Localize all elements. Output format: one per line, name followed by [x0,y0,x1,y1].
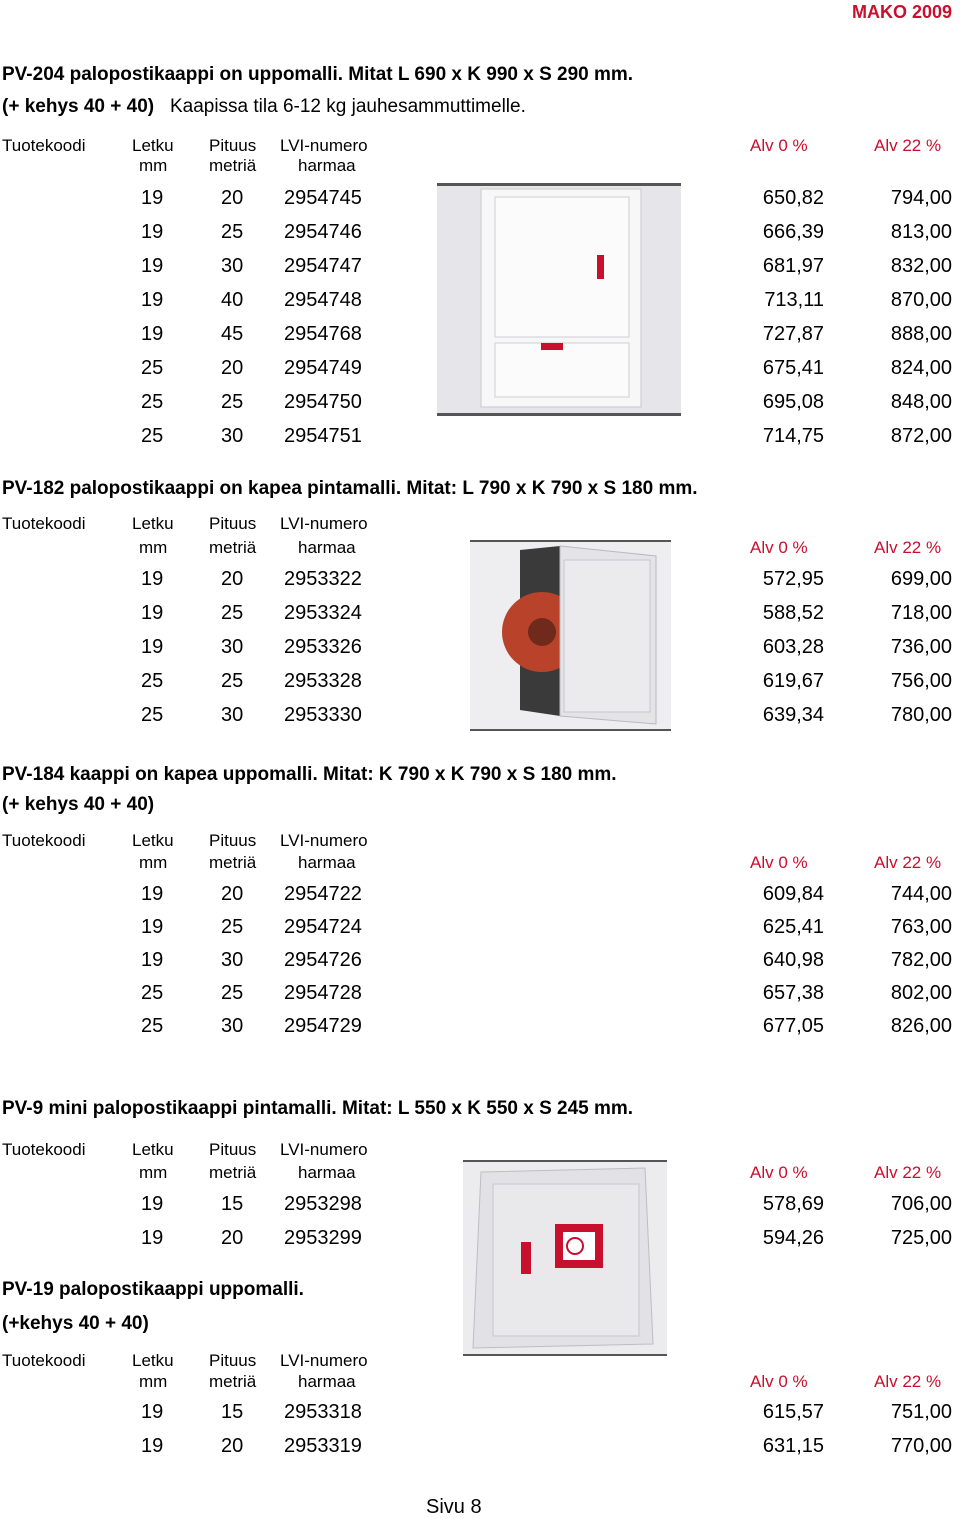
pituus-cell: 25 [221,391,244,413]
header-pituus: Pituus [209,1351,257,1370]
lvi-cell: 2954728 [284,982,362,1004]
alv0-cell: 603,28 [762,636,824,658]
pituus-cell: 20 [221,187,244,209]
alv22-cell: 770,00 [890,1435,952,1457]
header-harmaa: harmaa [298,853,356,872]
header-tuotekoodi: Tuotekoodi [2,136,86,155]
letku-cell: 19 [141,221,164,243]
pituus-cell: 30 [221,255,244,277]
letku-cell: 25 [141,982,164,1004]
alv0-cell: 650,82 [762,187,824,209]
alv22-cell: 832,00 [890,255,952,277]
alv22-cell: 744,00 [890,883,952,905]
header-mm: mm [139,853,168,872]
header-pituus: Pituus [209,136,257,155]
letku-cell: 19 [141,1435,164,1457]
alv0-cell: 657,38 [762,982,824,1004]
pituus-cell: 30 [221,949,244,971]
alv0-cell: 677,05 [762,1015,824,1037]
section-title-pv184: PV-184 kaappi on kapea uppomalli. Mitat: K 790 x K 790 x S 180 mm. [2,764,617,785]
alv22-cell: 699,00 [890,568,952,590]
header-lvi: LVI-numero [280,831,368,850]
header-alv0: Alv 0 % [750,1163,808,1182]
pituus-cell: 25 [221,916,244,938]
pituus-cell: 40 [221,289,244,311]
letku-cell: 19 [141,949,164,971]
section-title-pv182: PV-182 palopostikaappi on kapea pintamalli. Mitat: L 790 x K 790 x S 180 mm. [2,478,698,499]
pituus-cell: 30 [221,704,244,726]
lvi-cell: 2954750 [284,391,362,413]
alv0-cell: 609,84 [762,883,824,905]
letku-cell: 19 [141,1401,164,1423]
pituus-cell: 25 [221,221,244,243]
alv0-cell: 695,08 [762,391,824,413]
header-mm: mm [139,1163,168,1182]
alv22-cell: 848,00 [890,391,952,413]
alv0-cell: 572,95 [762,568,824,590]
header-lvi: LVI-numero [280,514,368,533]
alv0-cell: 631,15 [762,1435,824,1457]
table-row [0,883,960,909]
lvi-cell: 2953322 [284,568,362,590]
table-row [0,949,960,975]
lvi-cell: 2954747 [284,255,362,277]
letku-cell: 25 [141,704,164,726]
header-alv0: Alv 0 % [750,1372,808,1391]
header-metria: metriä [209,538,257,557]
letku-cell: 25 [141,357,164,379]
lvi-cell: 2954751 [284,425,362,447]
alv22-cell: 706,00 [890,1193,952,1215]
pituus-cell: 15 [221,1193,244,1215]
lvi-cell: 2953298 [284,1193,362,1215]
alv0-cell: 578,69 [762,1193,824,1215]
header-alv0: Alv 0 % [750,136,808,155]
letku-cell: 19 [141,883,164,905]
alv22-cell: 813,00 [890,221,952,243]
pituus-cell: 20 [221,357,244,379]
section-title-pv204: PV-204 palopostikaappi on uppomalli. Mitat L 690 x K 990 x S 290 mm. [2,64,634,85]
header-pituus: Pituus [209,1140,257,1159]
header-tuotekoodi: Tuotekoodi [2,1351,86,1370]
letku-cell: 19 [141,323,164,345]
pituus-cell: 20 [221,1227,244,1249]
letku-cell: 19 [141,1193,164,1215]
lvi-cell: 2954746 [284,221,362,243]
lvi-cell: 2953328 [284,670,362,692]
lvi-cell: 2954726 [284,949,362,971]
section-subtitle-pv204 [2,96,526,118]
alv0-cell: 714,75 [762,425,824,447]
alv0-cell: 625,41 [762,916,824,938]
brand-label: MAKO 2009 [851,2,952,22]
section-title-pv19: PV-19 palopostikaappi uppomalli. [2,1279,304,1300]
header-letku: Letku [132,1140,174,1159]
lvi-cell: 2953318 [284,1401,362,1423]
header-letku: Letku [132,136,174,155]
letku-cell: 19 [141,602,164,624]
header-mm: mm [139,156,168,175]
header-harmaa: harmaa [298,538,356,557]
cabinet-image-pv9 [463,1160,667,1356]
header-harmaa: harmaa [298,1163,356,1182]
section-title-pv9: PV-9 mini palopostikaappi pintamalli. Mitat: L 550 x K 550 x S 245 mm. [2,1098,634,1119]
header-lvi: LVI-numero [280,1351,368,1370]
header-lvi: LVI-numero [280,136,368,155]
alv0-cell: 681,97 [762,255,824,277]
lvi-cell: 2954748 [284,289,362,311]
header-alv22: Alv 22 % [874,1372,942,1391]
header-lvi: LVI-numero [280,1140,368,1159]
pituus-cell: 30 [221,425,244,447]
letku-cell: 19 [141,1227,164,1249]
lvi-cell: 2954749 [284,357,362,379]
letku-cell: 25 [141,1015,164,1037]
header-tuotekoodi: Tuotekoodi [2,1140,86,1159]
header-mm: mm [139,538,168,557]
alv22-cell: 718,00 [890,602,952,624]
header-metria: metriä [209,853,257,872]
header-harmaa: harmaa [298,1372,356,1391]
pituus-cell: 30 [221,1015,244,1037]
table-row [0,1015,960,1041]
cabinet-image-pv204 [437,183,681,416]
lvi-cell: 2953319 [284,1435,362,1457]
lvi-cell: 2953324 [284,602,362,624]
section-subtitle-pv184: (+ kehys 40 + 40) [2,794,155,815]
alv0-cell: 594,26 [762,1227,824,1249]
header-tuotekoodi: Tuotekoodi [2,514,86,533]
cabinet-image-pv182 [470,540,671,731]
alv0-cell: 727,87 [762,323,824,345]
header-alv0: Alv 0 % [750,538,808,557]
header-tuotekoodi: Tuotekoodi [2,831,86,850]
table-row [0,1401,960,1427]
lvi-cell: 2953299 [284,1227,362,1249]
letku-cell: 25 [141,391,164,413]
pituus-cell: 45 [221,323,244,345]
letku-cell: 19 [141,916,164,938]
pituus-cell: 15 [221,1401,244,1423]
alv22-cell: 826,00 [890,1015,952,1037]
frame-note: (+ kehys 40 + 40) [2,96,155,117]
header-letku: Letku [132,1351,174,1370]
lvi-cell: 2954768 [284,323,362,345]
lvi-cell: 2954724 [284,916,362,938]
pituus-cell: 25 [221,602,244,624]
pituus-cell: 30 [221,636,244,658]
letku-cell: 19 [141,289,164,311]
letku-cell: 19 [141,255,164,277]
letku-cell: 19 [141,187,164,209]
pituus-cell: 25 [221,670,244,692]
lvi-cell: 2954745 [284,187,362,209]
letku-cell: 25 [141,670,164,692]
header-alv22: Alv 22 % [874,1163,942,1182]
alv22-cell: 802,00 [890,982,952,1004]
header-letku: Letku [132,831,174,850]
header-alv22: Alv 22 % [874,136,942,155]
table-row [0,982,960,1008]
alv22-cell: 870,00 [890,289,952,311]
pituus-cell: 20 [221,1435,244,1457]
header-harmaa: harmaa [298,156,356,175]
table-row [0,916,960,942]
alv22-cell: 736,00 [890,636,952,658]
alv22-cell: 888,00 [890,323,952,345]
alv22-cell: 756,00 [890,670,952,692]
alv22-cell: 763,00 [890,916,952,938]
alv0-cell: 666,39 [762,221,824,243]
letku-cell: 19 [141,636,164,658]
pituus-cell: 25 [221,982,244,1004]
alv0-cell: 640,98 [762,949,824,971]
header-pituus: Pituus [209,831,257,850]
alv0-cell: 619,67 [762,670,824,692]
alv22-cell: 780,00 [890,704,952,726]
alv22-cell: 725,00 [890,1227,952,1249]
alv22-cell: 872,00 [890,425,952,447]
lvi-cell: 2954722 [284,883,362,905]
table-row [0,425,960,451]
alv0-cell: 675,41 [762,357,824,379]
header-metria: metriä [209,156,257,175]
page-number: Sivu 8 [426,1496,482,1518]
header-letku: Letku [132,514,174,533]
header-alv22: Alv 22 % [874,538,942,557]
alv22-cell: 794,00 [890,187,952,209]
header-metria: metriä [209,1372,257,1391]
section-subtitle-pv19: (+kehys 40 + 40) [2,1313,149,1334]
table-row [0,1435,960,1461]
header-alv22: Alv 22 % [874,853,942,872]
letku-cell: 25 [141,425,164,447]
pituus-cell: 20 [221,568,244,590]
alv0-cell: 639,34 [762,704,824,726]
lvi-cell: 2954729 [284,1015,362,1037]
header-mm: mm [139,1372,168,1391]
alv0-cell: 615,57 [762,1401,824,1423]
cabinet-note: Kaapissa tila 6-12 kg jauhesammuttimelle. [169,96,526,117]
header-metria: metriä [209,1163,257,1182]
lvi-cell: 2953330 [284,704,362,726]
header-alv0: Alv 0 % [750,853,808,872]
alv22-cell: 751,00 [890,1401,952,1423]
alv22-cell: 782,00 [890,949,952,971]
alv0-cell: 588,52 [762,602,824,624]
alv22-cell: 824,00 [890,357,952,379]
pituus-cell: 20 [221,883,244,905]
letku-cell: 19 [141,568,164,590]
lvi-cell: 2953326 [284,636,362,658]
alv0-cell: 713,11 [764,289,824,311]
header-pituus: Pituus [209,514,257,533]
